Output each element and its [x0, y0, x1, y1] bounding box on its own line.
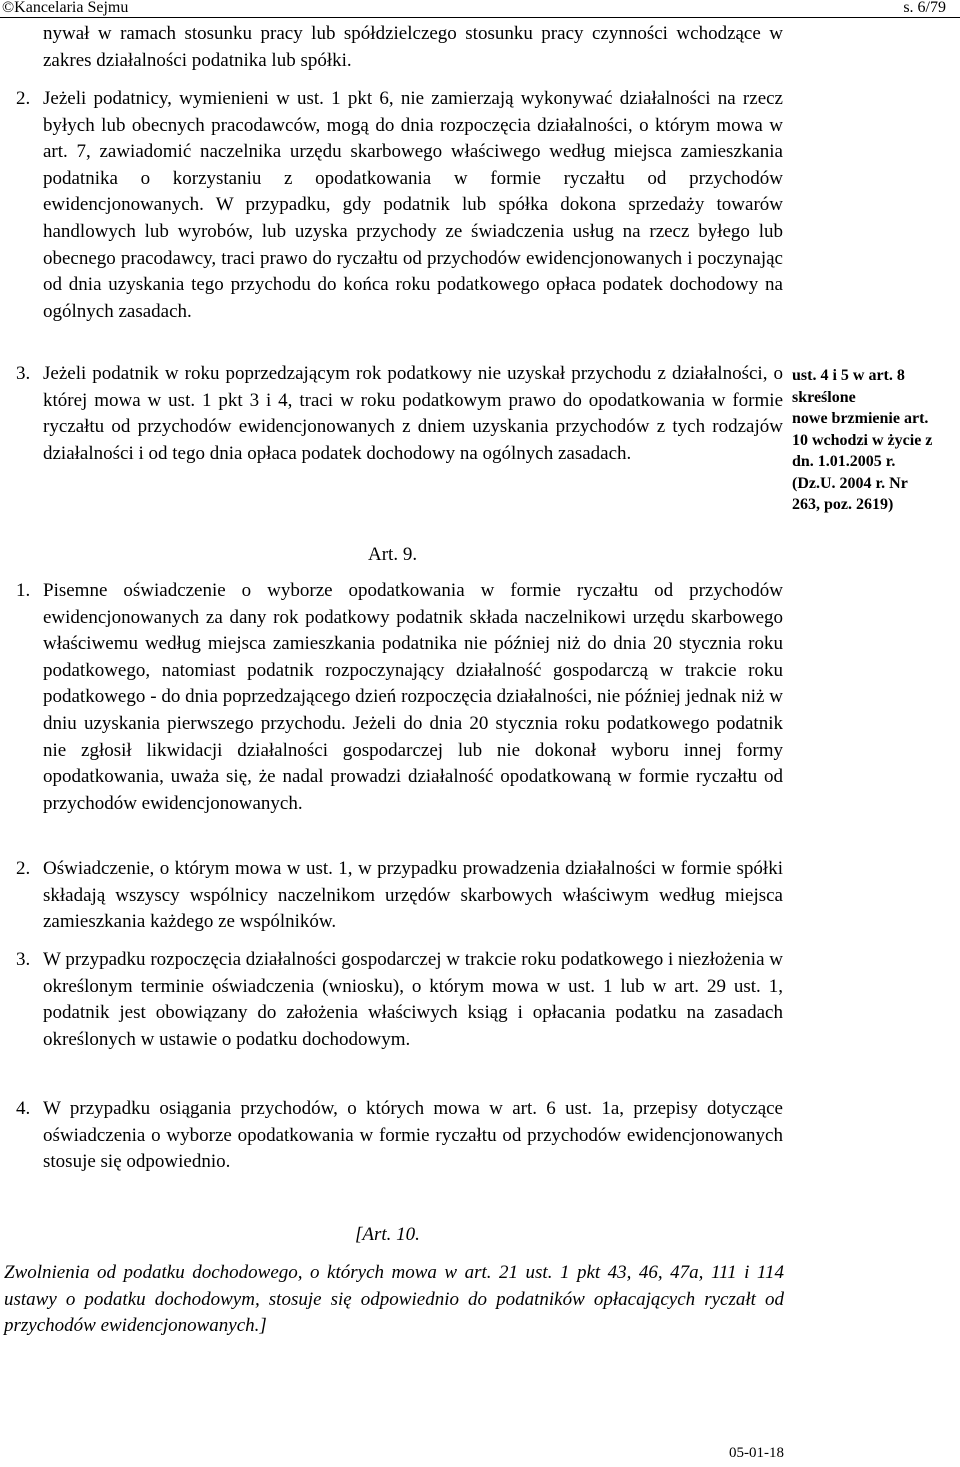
margin-note	[792, 365, 960, 516]
paragraph-number: 2.	[16, 88, 31, 109]
paragraph-prev-3	[16, 361, 783, 467]
paragraph-number: 2.	[16, 858, 31, 879]
art9-paragraph-3	[16, 947, 783, 1053]
intro-text: nywał w ramach stosunku pracy lub spółdzielczego stosunku pracy czynności wchodzące w zakres działalności podatnika lub spółki.	[43, 23, 783, 71]
paragraph-text: W przypadku osiągania przychodów, o których mowa w art. 6 ust. 1a, przepisy dotyczące oświadczenia o wyborze opodatkowania w formie ryczałtu od przychodów ewidencjonowanych stosuje się odpowiednio.	[43, 1098, 783, 1173]
header-source: ©Kancelaria Sejmu	[2, 0, 129, 16]
paragraph-text: Oświadczenie, o którym mowa w ust. 1, w przypadku prowadzenia działalności w formie spółki składają wszyscy wspólnicy naczelnikom urzędów skarbowych właściwym według miejsca zamieszkania każdego ze wspólników.	[43, 858, 783, 933]
page-header	[0, 0, 960, 20]
paragraph-text: Jeżeli podatnik w roku poprzedzającym rok podatkowy nie uzyskał przychodu z działalności, o której mowa w ust. 1 pkt 3 i 4, traci w roku podatkowym prawo do opodatkowania w formie ryczałtu od przychodów ewidencjonowanych z dniem uzyskania przychodów z tych rodzajów działalności i od tego dnia opłaca podatek dochodowy na ogólnych zasadach.	[43, 363, 783, 464]
intro-paragraph	[43, 21, 783, 74]
margin-note-line: (Dz.U. 2004 r. Nr	[792, 474, 908, 492]
page-number: s. 6/79	[903, 0, 946, 16]
footer-date: 05-01-18	[729, 1445, 784, 1461]
article-heading: Art. 9.	[368, 544, 418, 565]
paragraph-text: Pisemne oświadczenie o wyborze opodatkowania w formie ryczałtu od przychodów ewidencjonowanych za dany rok podatkowy podatnik składa naczelnikowi urzędu skarbowego właściwemu według miejsca zamieszkania podatnika nie później niż do dnia 20 stycznia roku podatkowego, natomiast podatnik rozpoczynający działalność gospodarczą w trakcie roku podatkowego - do dnia poprzedzającego dzień rozpoczęcia działalności, nie później jednak niż w dniu uzyskania pierwszego przychodu. Jeżeli do dnia 20 stycznia roku podatkowego podatnik nie zgłosił likwidacji działalności gospodarczej lub nie dokonał wyboru innej formy opodatkowania, uważa się, że nadal prowadzi działalność opodatkowaną w formie ryczałtu od przychodów ewidencjonowanych.	[43, 580, 783, 814]
art9-paragraph-2	[16, 856, 783, 936]
paragraph-number: 4.	[16, 1098, 31, 1119]
margin-note-line: nowe brzmienie art.	[792, 410, 929, 427]
art10-text: Zwolnienia od podatku dochodowego, o których mowa w art. 21 ust. 1 pkt 43, 46, 47a, 111 i 114 ustawy o podatku dochodowym, stosuje się odpowiednio do podatników opłacających ryczałt od przychodów ewidencjonowanych.]	[4, 1262, 784, 1336]
margin-note-line: 263, poz. 2619)	[792, 496, 894, 513]
header-rule	[0, 17, 960, 18]
article-heading-italic: [Art. 10.	[355, 1224, 420, 1245]
margin-note-line: skreślone	[792, 388, 856, 406]
art9-paragraph-4	[16, 1096, 783, 1176]
margin-note-line: dn. 1.01.2005 r.	[792, 453, 896, 470]
paragraph-number: 1.	[16, 580, 31, 601]
art9-paragraph-1	[16, 578, 783, 817]
paragraph-text: Jeżeli podatnicy, wymienieni w ust. 1 pkt 6, nie zamierzają wykonywać działalności na rzecz byłych lub obecnych pracodawców, mogą do dnia rozpoczęcia działalności, o którym mowa w art. 7, zawiadomić naczelnika urzędu skarbowego właściwego według miejsca zamieszkania podatnika o korzystaniu z opodatkowania w formie ryczałtu od przychodów ewidencjonowanych. W przypadku, gdy podatnik lub spółka dokona sprzedaży towarów handlowych lub wyrobów, lub uzyska przychody ze świadczenia usług na rzecz byłego lub obecnego pracodawcy, traci prawo do ryczałtu od przychodów ewidencjonowanych i poczynając od dnia uzyskania tego przychodu do końca roku podatkowego opłaca podatek dochodowy na ogólnych zasadach.	[43, 88, 783, 322]
paragraph-prev-2	[16, 86, 783, 325]
margin-note-line: ust. 4 i 5 w art. 8	[792, 367, 905, 384]
paragraph-number: 3.	[16, 363, 31, 384]
paragraph-number: 3.	[16, 949, 31, 970]
margin-note-line: 10 wchodzi w życie z	[792, 431, 933, 449]
paragraph-text: W przypadku rozpoczęcia działalności gospodarczej w trakcie roku podatkowego i niezłożenia w określonym terminie oświadczenia (wniosku), o którym mowa w ust. 1 lub w art. 29 ust. 1, podatnik jest obowiązany do założenia właściwych ksiąg i opłacania podatku na zasadach określonych w ustawie o podatku dochodowym.	[43, 949, 783, 1050]
